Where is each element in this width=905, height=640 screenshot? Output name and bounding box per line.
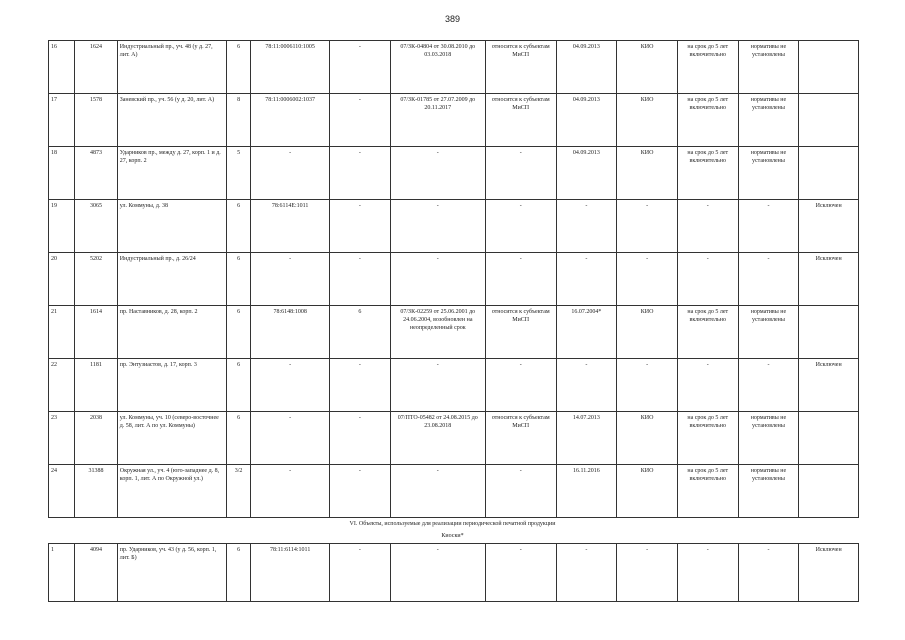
- table-cell: -: [556, 200, 617, 253]
- table-cell: 78:6114Е:1011: [251, 200, 330, 253]
- table-cell: Индустриальный пр., уч. 48 (у д. 27, лит. А): [117, 41, 226, 94]
- table-cell: -: [390, 359, 485, 412]
- table-cell: -: [556, 544, 617, 602]
- table-cell: -: [251, 147, 330, 200]
- table-cell: относится к субъектам МиСП: [485, 94, 556, 147]
- table-cell: -: [485, 465, 556, 518]
- table-cell: 17: [49, 94, 75, 147]
- table-cell: Исключен: [799, 544, 859, 602]
- table-cell: -: [251, 465, 330, 518]
- table-cell: 6: [330, 306, 391, 359]
- table-cell: -: [251, 253, 330, 306]
- table-cell: -: [677, 544, 738, 602]
- table-cell: -: [617, 359, 678, 412]
- table-cell: 16: [49, 41, 75, 94]
- table-row: [49, 94, 859, 147]
- table-cell: нормативы не установлены: [738, 147, 799, 200]
- table-cell: [799, 412, 859, 465]
- table-cell: -: [738, 253, 799, 306]
- table-cell: 78:11:6114:1011: [251, 544, 330, 602]
- table-cell: 3/2: [226, 465, 250, 518]
- table-row: [49, 147, 859, 200]
- table-cell: -: [617, 200, 678, 253]
- table-cell: 18: [49, 147, 75, 200]
- table-cell: нормативы не установлены: [738, 41, 799, 94]
- table-cell: -: [738, 544, 799, 602]
- table-row: [49, 41, 859, 94]
- table-cell: 5: [226, 147, 250, 200]
- table-cell: 6: [226, 544, 250, 602]
- table-cell: [799, 306, 859, 359]
- table-cell: [799, 41, 859, 94]
- table-cell: 07/ПТО-05482 от 24.08.2015 до 23.08.2018: [390, 412, 485, 465]
- table-cell: 1181: [75, 359, 117, 412]
- table-cell: 4873: [75, 147, 117, 200]
- table-cell: Исключен: [799, 200, 859, 253]
- table-cell: 16.11.2016: [556, 465, 617, 518]
- table-row: [49, 359, 859, 412]
- table-cell: -: [677, 200, 738, 253]
- table-cell: пр. Наставников, д. 28, корп. 2: [117, 306, 226, 359]
- table-cell: ул. Коммуны, уч. 10 (северо-восточнее д. 58, лит. А по ул. Коммуны): [117, 412, 226, 465]
- table-cell: -: [330, 200, 391, 253]
- table-row: [49, 465, 859, 518]
- table-cell: Индустриальный пр., д. 26/24: [117, 253, 226, 306]
- table-cell: [799, 94, 859, 147]
- table-cell: Ударников пр., между д. 27, корп. 1 и д. 27, корп. 2: [117, 147, 226, 200]
- table-cell: -: [390, 465, 485, 518]
- table-cell: 20: [49, 253, 75, 306]
- table-cell: -: [677, 359, 738, 412]
- table-cell: -: [390, 253, 485, 306]
- table-cell: нормативы не установлены: [738, 94, 799, 147]
- table-cell: 14.07.2013: [556, 412, 617, 465]
- table-row: [49, 200, 859, 253]
- table-cell: 1624: [75, 41, 117, 94]
- table-cell: пр. Ударников, уч. 43 (у д. 56, корп. 1, лит. Б): [117, 544, 226, 602]
- table-cell: -: [251, 359, 330, 412]
- table-cell: -: [677, 253, 738, 306]
- table-cell: относится к субъектам МиСП: [485, 306, 556, 359]
- table-cell: 04.09.2013: [556, 41, 617, 94]
- table-cell: -: [330, 253, 391, 306]
- table-cell: 22: [49, 359, 75, 412]
- table-cell: -: [330, 147, 391, 200]
- table-cell: 21: [49, 306, 75, 359]
- table-cell: [799, 465, 859, 518]
- table-cell: нормативы не установлены: [738, 412, 799, 465]
- table-cell: 5202: [75, 253, 117, 306]
- table-cell: 31388: [75, 465, 117, 518]
- table-cell: на срок до 5 лет включительно: [677, 94, 738, 147]
- table-cell: относится к субъектам МиСП: [485, 41, 556, 94]
- table-cell: 78:11:0006002:1037: [251, 94, 330, 147]
- table-row: [49, 306, 859, 359]
- table-cell: 3065: [75, 200, 117, 253]
- main-table: [48, 40, 859, 518]
- table-cell: 78:11:0006110:1005: [251, 41, 330, 94]
- table-cell: -: [485, 359, 556, 412]
- table-cell: 1614: [75, 306, 117, 359]
- table-cell: -: [330, 412, 391, 465]
- table-cell: -: [390, 544, 485, 602]
- table-row: [49, 544, 859, 602]
- table-cell: относится к субъектам МиСП: [485, 412, 556, 465]
- table-cell: 04.09.2013: [556, 147, 617, 200]
- table-cell: пр. Энтузиастов, д. 17, корп. 3: [117, 359, 226, 412]
- table-cell: -: [617, 544, 678, 602]
- table-cell: -: [390, 200, 485, 253]
- table-cell: -: [330, 41, 391, 94]
- table-cell: 1578: [75, 94, 117, 147]
- table-cell: -: [330, 359, 391, 412]
- section-table: [48, 543, 859, 602]
- table-cell: -: [617, 253, 678, 306]
- table-cell: 6: [226, 359, 250, 412]
- table-cell: 07/ЗК-01785 от 27.07.2009 до 20.11.2017: [390, 94, 485, 147]
- table-cell: КИО: [617, 41, 678, 94]
- table-cell: 8: [226, 94, 250, 147]
- table-cell: -: [738, 200, 799, 253]
- table-cell: -: [330, 544, 391, 602]
- table-cell: -: [330, 94, 391, 147]
- table-cell: -: [485, 147, 556, 200]
- table-cell: -: [556, 359, 617, 412]
- table-cell: КИО: [617, 465, 678, 518]
- page-number: 389: [444, 14, 461, 24]
- table-cell: -: [251, 412, 330, 465]
- table-cell: Исключен: [799, 253, 859, 306]
- table-cell: КИО: [617, 412, 678, 465]
- table-cell: 4094: [75, 544, 117, 602]
- table-cell: нормативы не установлены: [738, 306, 799, 359]
- table-cell: 24: [49, 465, 75, 518]
- table-cell: на срок до 5 лет включительно: [677, 41, 738, 94]
- table-cell: 23: [49, 412, 75, 465]
- table-cell: -: [485, 253, 556, 306]
- table-row: [49, 253, 859, 306]
- table-cell: 19: [49, 200, 75, 253]
- table-cell: 16.07.2004*: [556, 306, 617, 359]
- table-cell: -: [738, 359, 799, 412]
- table-cell: 2038: [75, 412, 117, 465]
- table-cell: 07/ЗК-02259 от 25.06.2001 до 24.06.2004, возобновлен на неопределенный срок: [390, 306, 485, 359]
- table-cell: на срок до 5 лет включительно: [677, 147, 738, 200]
- table-cell: Окружная ул., уч. 4 (юго-западнее д. 8, корп. 1, лит. А по Окружной ул.): [117, 465, 226, 518]
- table-cell: КИО: [617, 306, 678, 359]
- table-cell: [799, 147, 859, 200]
- table-cell: 1: [49, 544, 75, 602]
- table-cell: 6: [226, 200, 250, 253]
- table-cell: ул. Коммуны, д. 38: [117, 200, 226, 253]
- table-cell: Исключен: [799, 359, 859, 412]
- section-subtitle: Киоски*: [441, 533, 464, 539]
- table-cell: 07/ЗК-04804 от 30.08.2010 до 03.03.2018: [390, 41, 485, 94]
- table-cell: -: [556, 253, 617, 306]
- table-cell: на срок до 5 лет включительно: [677, 306, 738, 359]
- table-cell: на срок до 5 лет включительно: [677, 412, 738, 465]
- table-cell: Заневский пр., уч. 56 (у д. 20, лит. А): [117, 94, 226, 147]
- table-cell: -: [390, 147, 485, 200]
- section-title: VI. Объекты, используемые для реализации периодической печатной продукции: [349, 521, 556, 527]
- table-cell: КИО: [617, 147, 678, 200]
- table-cell: 6: [226, 253, 250, 306]
- table-cell: нормативы не установлены: [738, 465, 799, 518]
- table-cell: 04.09.2013: [556, 94, 617, 147]
- table-cell: на срок до 5 лет включительно: [677, 465, 738, 518]
- table-cell: -: [330, 465, 391, 518]
- table-cell: -: [485, 544, 556, 602]
- table-cell: КИО: [617, 94, 678, 147]
- table-row: [49, 412, 859, 465]
- table-cell: 78:6148:1008: [251, 306, 330, 359]
- table-cell: 6: [226, 41, 250, 94]
- table-cell: 6: [226, 306, 250, 359]
- table-cell: 6: [226, 412, 250, 465]
- table-cell: -: [485, 200, 556, 253]
